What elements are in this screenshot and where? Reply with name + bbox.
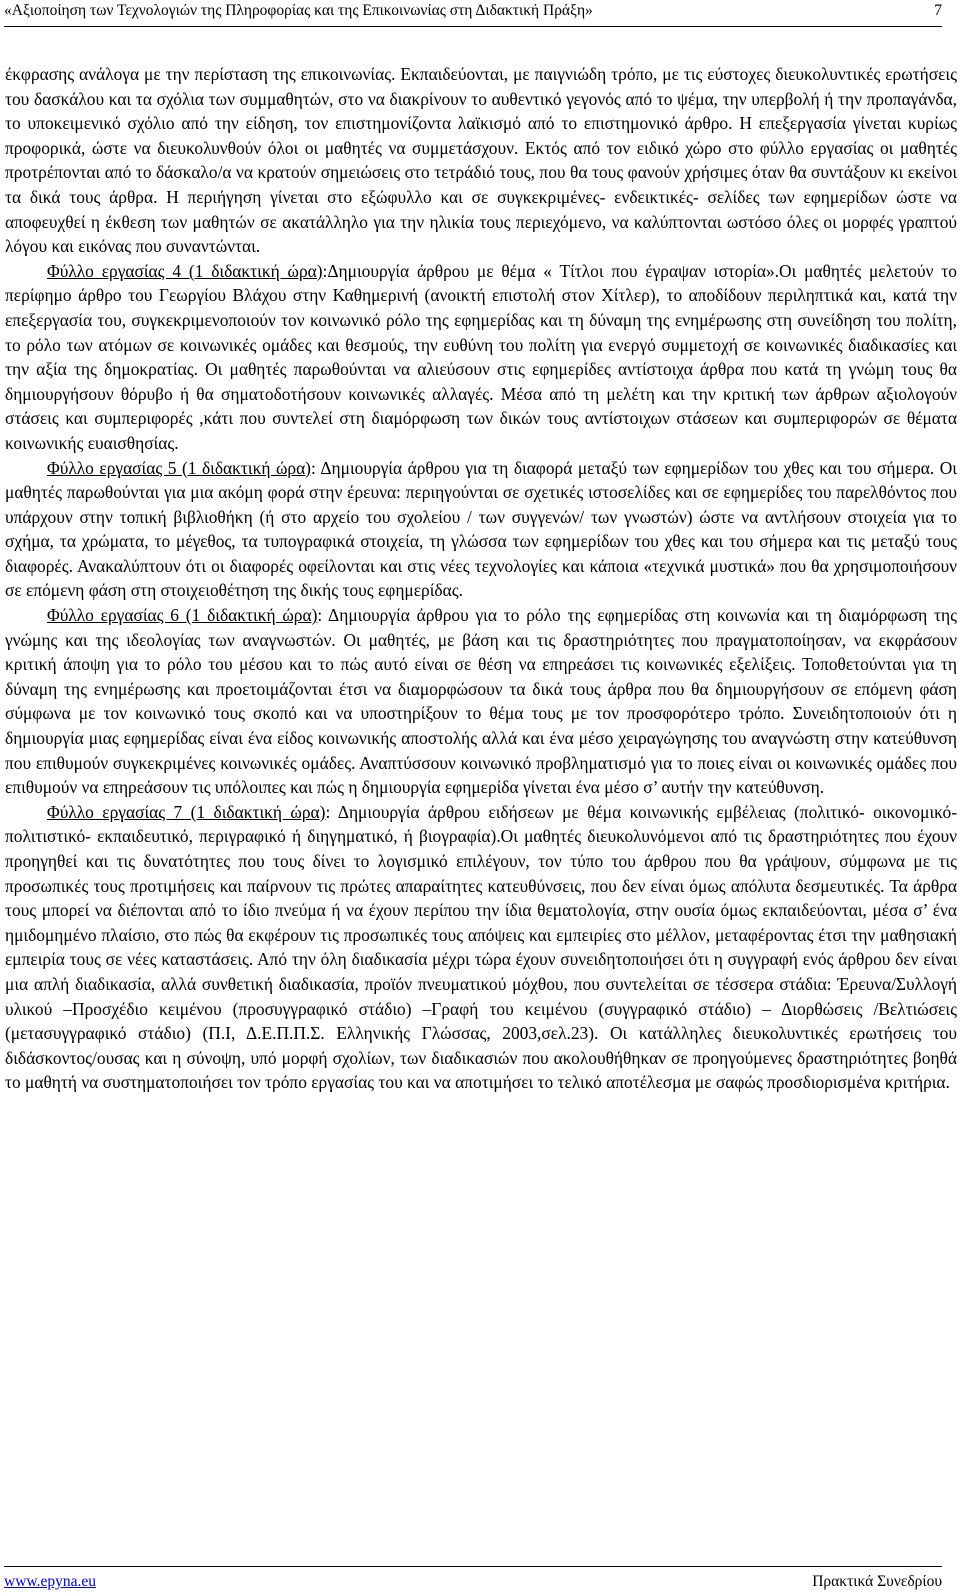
footer-proceedings-label: Πρακτικά Συνεδρίου — [812, 1573, 942, 1590]
worksheet-6-paragraph — [5, 603, 957, 800]
worksheet-4-paragraph — [5, 259, 957, 456]
worksheet-4-label: Φύλλο εργασίας 4 (1 διδακτική ώρα) — [47, 260, 323, 281]
worksheet-7-paragraph — [5, 800, 957, 1095]
page-footer — [4, 1566, 942, 1591]
header-title: «Αξιοποίηση των Τεχνολογιών της Πληροφορίας και της Επικοινωνίας στη Διδακτική Πράξη» — [4, 2, 593, 19]
website-link[interactable]: www.epyna.eu — [4, 1573, 96, 1590]
worksheet-7-text: : Δημιουργία άρθρου ειδήσεων με θέμα κοινωνικής εμβέλειας (πολιτικό- οικονομικό- πολιτιστικό- εκπαιδευτικό, περιγραφικό ή διηγηματικό, ή βιογραφία).Οι μαθητές διευκολυνόμενοι από τις δραστηριότητες που έχουν προηγηθεί και τις δυνατότητες που τους δίνει το λογισμικό επιλέγουν, τον τύπο του άρθρου που θα γράψουν, σύμφωνα με τις προσωπικές τους προτιμήσεις και παίρνουν τις πρώτες απαραίτητες κατευθύνσεις, που δεν είναι όμως απόλυτα δεσμευτικές. Τα άρθρα τους μπορεί να διέπονται από το ίδιο πνεύμα ή να έχουν περίπου την ίδια θεματολογία, στην ουσία όμως εκπαιδεύονται, μέσα σ’ ένα ημιδομημένο πλαίσιο, στο πώς θα εκφέρουν τις προσωπικές τους απόψεις και εμπειρίες στο μέλλον, μεταφέροντας έτσι την μαθησιακή εμπειρία τους σε νέες καταστάσεις. Από την όλη διαδικασία μέχρι τώρα έχουν συνειδητοποιήσει ότι η συγγραφή ενός άρθρου δεν είναι μια απλή διαδικασία, αλλά συνθετική διαδικασία, προϊόν πνευματικού μόχθου, που συντελείται σε τέσσερα στάδια: Έρευνα/Συλλογή υλικού –Προσχέδιο κειμένου (προσυγγραφικό στάδιο) –Γραφή του κειμένου (συγγραφικό στάδιο) – Διορθώσεις /Βελτιώσεις (μετασυγγραφικό στάδιο) (Π.Ι, Δ.Ε.Π.Π.Σ. Ελληνικής Γλώσσας, 2003,σελ.23). Οι κατάλληλες διευκολυντικές ερωτήσεις του διδάσκοντος/ουσας και η σύνοψη, υπό μορφή σχολίων, των διαδικασιών που ακολουθήθηκαν σε προηγούμενες δραστηριότητες βοηθά το μαθητή να συστηματοποιήσει τον τρόπο εργασίας του και να αποτιμήσει το τελικό αποτέλεσμα με σαφώς προσδιορισμένα κριτήρια. — [5, 801, 957, 1093]
intro-paragraph: έκφρασης ανάλογα με την περίσταση της επικοινωνίας. Εκπαιδεύονται, με παιγνιώδη τρόπο, με τις εύστοχες διευκολυντικές ερωτήσεις του δασκάλου και τα σχόλια των συμμαθητών, στο να διακρίνουν το αυθεντικό γεγονός από το ψέμα, την υπερβολή ή την προπαγάνδα, το υποκειμενικό σχόλιο από την είδηση, τον επιστημονίζοντα λαϊκισμό από το επιστημονικό άρθρο. Η επεξεργασία γίνεται κυρίως προφορικά, ώστε να διευκολυνθούν όλοι οι μαθητές να συμμετάσχουν. Εκτός από τον ειδικό χώρο στο φύλλο εργασίας οι μαθητές προτρέπονται από το δάσκαλο/α να κρατούν σημειώσεις στο τετράδιό τους, που θα τους φανούν χρήσιμες όταν θα συντάξουν κι εκείνοι τα δικά τους άρθρα. Η περιήγηση γίνεται στο εξώφυλλο και σε συγκεκριμένες- ενδεικτικές- σελίδες των εφημερίδων ώστε να αποφευχθεί η έκθεση των μαθητών σε ακατάλληλο για την ηλικία τους περιεχόμενο, να καλύπτονται ωστόσο όλες οι μορφές γραπτού λόγου και εικόνας που συναντώνται. — [5, 64, 957, 257]
worksheet-4-text: :Δημιουργία άρθρου με θέμα « Τίτλοι που έγραψαν ιστορία».Οι μαθητές μελετούν το περίφημο άρθρο του Γεωργίου Βλάχου στην Καθημερινή (ανοικτή επιστολή στον Χίτλερ), το αποδίδουν περιληπτικά και, κατά την επεξεργασία του, συγκεκριμενοποιούν τον κοινωνικό ρόλο της εφημερίδας και τη δύναμη της ενημέρωσης στη συνείδηση του πολίτη, το ρόλο των ατόμων σε κοινωνικές ομάδες και θεσμούς, την ευθύνη του πολίτη για ενεργό συμμετοχή σε κοινωνικές διαδικασίες και την αξία της δημοκρατίας. Οι μαθητές παρωθούνται να αλιεύσουν στις εφημερίδες αντίστοιχα άρθρα που κατά τη γνώμη τους θα δημιουργήσουν θόρυβο ή θα σηματοδοτήσουν κοινωνικές αλλαγές. Μέσα από τη μελέτη και την κριτική των άρθρων αξιολογούν στάσεις και συμπεριφορές ,κάτι που συντελεί στη διαμόρφωση των δικών τους αντίστοιχων στάσεων και συμπεριφορών σε θέματα κοινωνικής ευαισθησίας. — [5, 260, 957, 453]
page-number: 7 — [934, 2, 942, 19]
worksheet-5-text: : Δημιουργία άρθρου για τη διαφορά μεταξύ των εφημερίδων του χθες και του σήμερα. Οι μαθητές παρωθούνται για μια ακόμη φορά στην έρευνα: περιηγούνται σε σχετικές ιστοσελίδες και σε εφημερίδες του παρελθόντος που υπάρχουν στην τοπική βιβλιοθήκη (ή στο αρχείο του σχολείου / των συγγενών/ των γνωστών) ώστε να αντλήσουν στοιχεία για το σχήμα, τα χρώματα, το μέγεθος, τα τυπογραφικά στοιχεία, τη γλώσσα των εφημερίδων του χθες και του σήμερα και τις μεταξύ τους διαφορές. Ανακαλύπτουν ότι οι διαφορές οφείλονται και στις νέες τεχνολογίες και κάποια «τεχνικά μυστικά» που θα χρησιμοποιήσουν σε επόμενη φάση στη στοιχειοθέτηση της δικής τους εφημερίδας. — [5, 457, 957, 601]
worksheet-5-paragraph — [5, 456, 957, 604]
page-header — [4, 0, 942, 27]
worksheet-6-label: Φύλλο εργασίας 6 (1 διδακτική ώρα) — [47, 605, 318, 626]
worksheet-7-label: Φύλλο εργασίας 7 (1 διδακτική ώρα) — [47, 801, 326, 822]
worksheet-6-text: : Δημιουργία άρθρου για το ρόλο της εφημερίδας στη κοινωνία και τη διαμόρφωση της γνώμης και της ιδεολογίας των αναγνωστών. Οι μαθητές, με βάση και τις δραστηριότητες που πραγματοποίησαν, να εκφράσουν κριτική άποψη για το ρόλο του μέσου και το πώς αυτό είναι σε θέση να επηρεάσει τις κοινωνικές εξελίξεις. Τοποθετούνται για τη δύναμη της ενημέρωσης και προετοιμάζονται έτσι να διαμορφώσουν τα δικά τους άρθρα που θα δημιουργήσουν σε επόμενη φάση σύμφωνα με τον κοινωνικό τους σκοπό και να υποστηρίξουν το θέμα τους με τον προσφορότερο τρόπο. Συνειδητοποιούν ότι η δημιουργία μιας εφημερίδας είναι ένα είδος κοινωνικής αποστολής αλλά και ένα μέσο χειραγώγησης του αναγνώστη στην κατεύθυνση που επιθυμούν συγκεκριμένες κοινωνικές ομάδες. Αναπτύσσουν κοινωνικό προβληματισμό για το ποιες είναι οι κοινωνικές ομάδες που επιθυμούν να επηρεάσουν τις υπόλοιπες και πώς η δημιουργία εφημερίδα γίνεται ένα μέσο σ’ αυτήν την κατεύθυνση. — [5, 605, 957, 798]
worksheet-5-label: Φύλλο εργασίας 5 (1 διδακτική ώρα) — [47, 457, 311, 478]
document-body — [5, 62, 957, 1095]
